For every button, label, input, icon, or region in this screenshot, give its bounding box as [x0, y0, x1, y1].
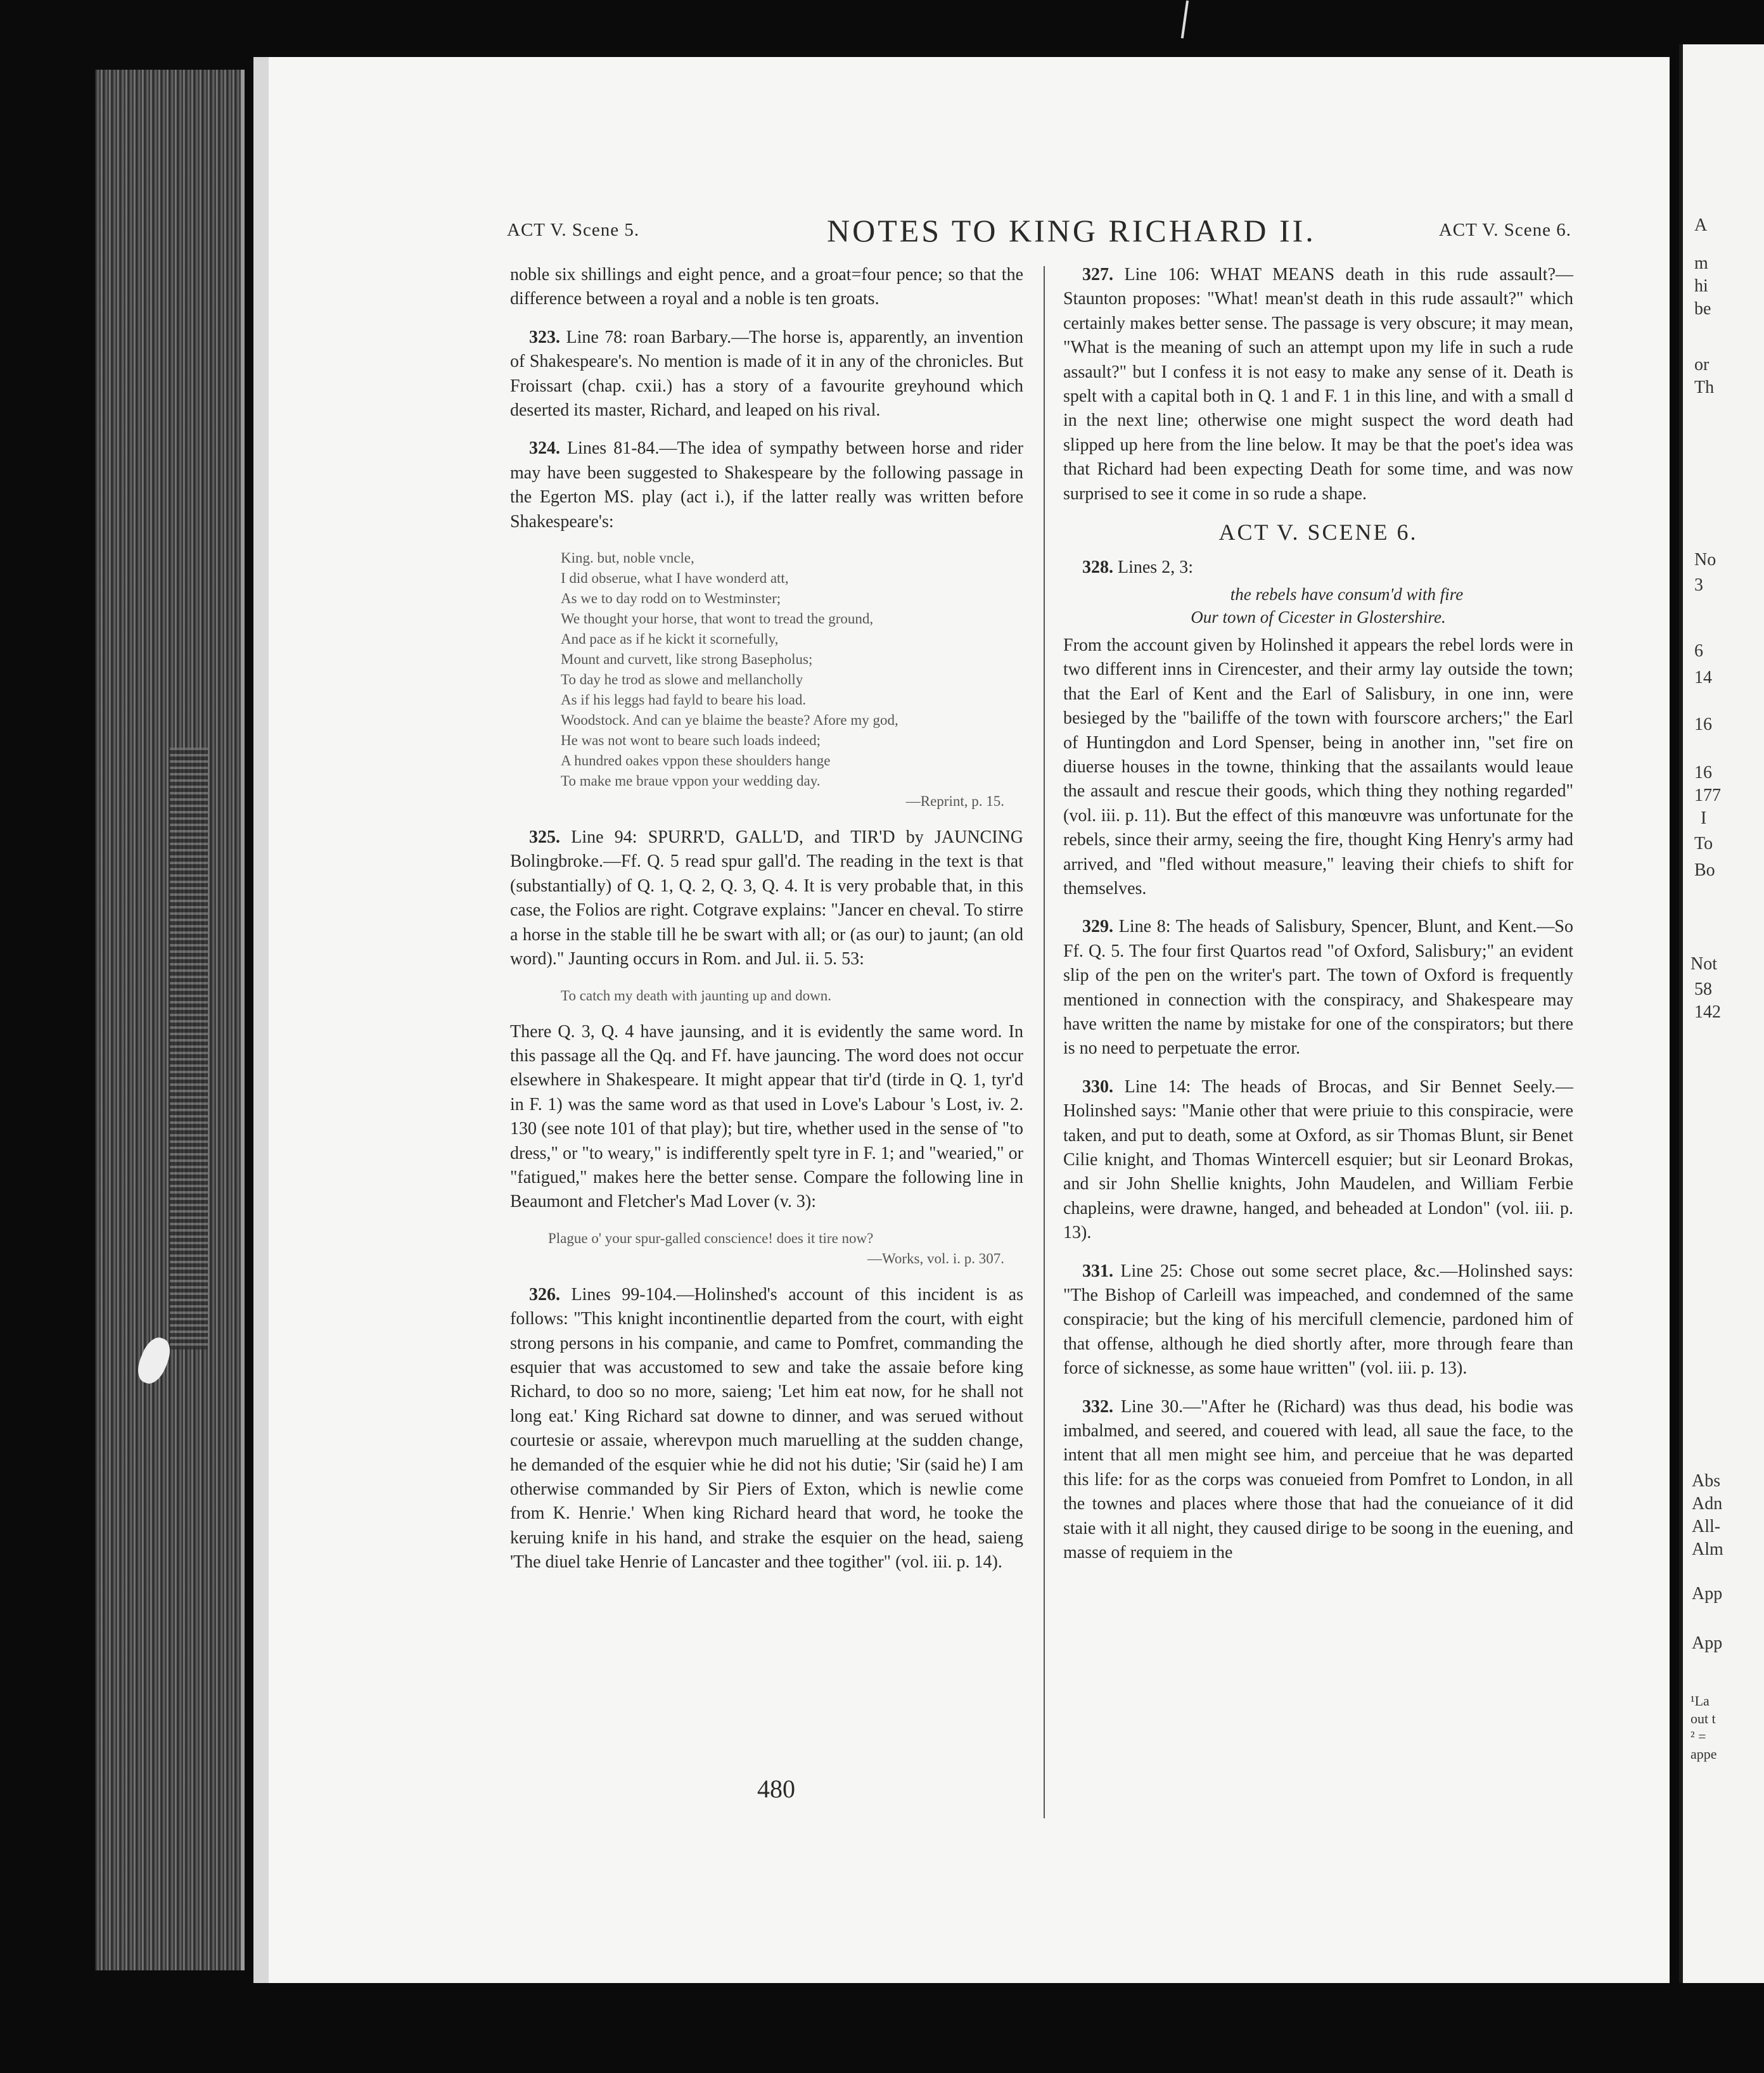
note-number: 326.: [529, 1284, 560, 1304]
facing-fragment: 58: [1694, 979, 1712, 999]
column-divider: [1044, 266, 1045, 1818]
note-331: [1063, 1260, 1573, 1381]
facing-fragment: out t: [1690, 1711, 1716, 1726]
note-329: [1063, 915, 1573, 1061]
note-text: Line 8: The heads of Salisbury, Spencer, Blunt, and Kent.—So Ff. Q. 5. The four first Quartos read "of Oxford, Salisbury;" an evident slip of the pen on the writer's part. The town of Oxford is frequently mentioned in connection with the conspiracy, and Shakespeare may have written the name by mistake for one of the conspirators; but there is no need to perpetuate the error.: [1063, 917, 1574, 1059]
verse-line: A hundred oakes vppon these shoulders hange: [561, 753, 831, 769]
facing-fragment: 6: [1694, 641, 1703, 661]
verse-line: Plague o' your spur-galled conscience! does it tire now?: [548, 1230, 874, 1246]
note-number: 331.: [1082, 1261, 1113, 1281]
note-330: [1063, 1075, 1573, 1246]
right-column: [1063, 263, 1573, 1579]
facing-page-edge: [1679, 44, 1764, 1983]
note-324: [510, 437, 1023, 534]
note-328: From the account given by Holinshed it appears the rebel lords were in two different inns in Cirencester, and their army lay outside the town; that the Earl of Kent and the Earl of Salisbury, in one inn, were besieged by the "bailiffe of the town with fourscore archers;" the Earl of Huntingdon and Lord Spenser, being in another inn, "set fire on diuerse houses in the towne, thinking that the assailants would leaue the assault and rescue their goods, which thing they nothing regarded" (vol. iii. p. 11). But the effect of this manœuvre was unfortunate for the rebels, since their army, seeing the fire, thought King Henry's army had arrived, and "fled without measure," leaving their chiefs to shift for themselves.: [1063, 635, 1573, 898]
verse-line: To catch my death with jaunting up and down.: [561, 987, 831, 1004]
verse-line: Mount and curvett, like strong Basepholus;: [561, 651, 813, 668]
facing-fragment: ² =: [1690, 1728, 1706, 1744]
facing-fragment: 177: [1694, 786, 1721, 805]
verse-citation: —Reprint, p. 15.: [905, 793, 1004, 810]
note-number: 327.: [1082, 265, 1113, 284]
header-right: ACT V. Scene 6.: [1438, 220, 1571, 240]
verse-line: And pace as if he kickt it scornefully,: [561, 631, 779, 647]
note-328-head: [1063, 556, 1573, 580]
note-continuation: noble six shillings and eight pence, and a groat=four pence; so that the difference between a royal and a noble is ten groats.: [510, 265, 1023, 309]
facing-fragment: or: [1694, 355, 1710, 374]
note-text: Line 78: roan Barbary.—The horse is, apparently, an invention of Shakespeare's. No mention is made of it in any of the chronicles. But Froissart (chap. cxii.) has a story of a favourite greyhound which deserted its master, Richard, and leaped on his rival.: [510, 327, 1024, 421]
facing-fragment: App: [1692, 1584, 1723, 1604]
verse-quotation: [548, 1228, 1023, 1269]
running-header: [507, 212, 1571, 250]
facing-fragment: Th: [1694, 378, 1715, 397]
facing-fragment: All-: [1692, 1517, 1721, 1536]
verse-line: To day he trod as slowe and mellancholly: [561, 672, 803, 688]
verse-line: As we to day rodd on to Westminster;: [561, 590, 781, 607]
verse-line: I did obserue, what I have wonderd att,: [561, 570, 789, 587]
quoted-line: Our town of Cicester in Glostershire.: [1191, 607, 1446, 627]
note-332: [1063, 1395, 1573, 1566]
facing-fragment: appe: [1690, 1746, 1717, 1762]
note-text: Line 94: SPURR'D, GALL'D, and TIR'D by JAUNCING Bolingbroke.—Ff. Q. 5 read spur gall'd. The reading in the text is that (substantially) of Q. 1, Q. 2, Q. 3, Q. 4. It is very probable that, in this case, the Folios are right. Cotgrave explains: "Jancer en cheval. To stirre a horse in the stable till he be swart with all; or (as our) to jaunt; (an old word)." Jaunting occurs in Rom. and Jul. ii. 5. 53:: [510, 827, 1023, 969]
verse-line: To make me braue vppon your wedding day.: [561, 773, 821, 789]
note-326: [510, 1283, 1023, 1575]
note-text: Line 14: The heads of Brocas, and Sir Bennet Seely.—Holinshed says: "Manie other that were priuie to this conspiracie, were taken, and put to death, some at Oxford, as sir Thomas Blunt, sir Benet Cilie knight, and Thomas Wintercell esquier; but sir Leonard Brokas, and sir John Shellie knights, John Maudelen, and William Ferbie chapleins, were drawne, hanged, and beheaded at London" (vol. iii. p. 13).: [1063, 1076, 1573, 1243]
facing-fragment: m: [1694, 253, 1708, 273]
verse-line: Woodstock. And can ye blaime the beaste? Afore my god,: [561, 712, 898, 729]
left-column: [510, 263, 1023, 1589]
note-text: Line 106: WHAT MEANS death in this rude assault?—Staunton proposes: "What! mean'st death in this rude assault?" which certainly makes better sense. The passage is very obscure; it may mean, "What is the meaning of such an attempt upon my life in such a rude assault?" but I confess it is not easy to make any sense of it. Death is spelt with a capital both in Q. 1 and F. 1 in this line, and with a small d in the next line; otherwise one might suspect the word death had slipped up here from the line below. It may be that the poet's idea was that Richard had been expecting Death for some time, and was now surprised to see it come in so rude a shape.: [1063, 265, 1573, 504]
verse-line: He was not wont to beare such loads indeed;: [561, 732, 821, 749]
note-number: 325.: [529, 827, 560, 848]
note-text: Line 30.—"After he (Richard) was thus dead, his bodie was imbalmed, and seered, and couered with lead, all saue the face, to the intent that all men might see him, and perceiue that he was departed this life: for as the corps was conueied from Pomfret to London, in all the townes and places where those that had the conueiance of it did staie with it all night, they caused dirige to be soong in the euening, and masse of requiem in the: [1063, 1396, 1574, 1563]
verse-line: We thought your horse, that wont to tread the ground,: [561, 611, 874, 627]
note-text: Line 25: Chose out some secret place, &c.—Holinshed says: "The Bishop of Carleill was impeached, and condemned of the same conspiracie; but the king of his mercifull clemencie, pardoned him of that offense, although he died shortly after, more through feare than force of sicknesse, as some haue written" (vol. iii. p. 13).: [1063, 1261, 1573, 1379]
facing-fragment: App: [1692, 1633, 1723, 1653]
note-text: Lines 81-84.—The idea of sympathy between horse and rider may have been suggested to Shakespeare by the following passage in the Egerton MS. play (act i.), if the latter really was written before Shakespeare's:: [510, 438, 1024, 532]
facing-fragment: Bo: [1694, 860, 1715, 880]
facing-fragment: 142: [1694, 1002, 1721, 1022]
header-left: ACT V. Scene 5.: [507, 220, 640, 240]
facing-fragment: Abs: [1692, 1471, 1721, 1491]
quoted-line: the rebels have consum'd with fire: [1230, 584, 1464, 604]
facing-fragment: Alm: [1692, 1540, 1723, 1559]
facing-fragment: ¹La: [1690, 1693, 1710, 1709]
page-title: NOTES TO KING RICHARD II.: [827, 213, 1316, 248]
facing-fragment: 14: [1694, 668, 1712, 687]
verse-citation: —Works, vol. i. p. 307.: [867, 1250, 1004, 1266]
note-text: Lines 99-104.—Holinshed's account of this incident is as follows: "This knight incontinentlie departed from the court, with eight strong persons in his companie, and came to Pomfret, commanding the esquier that was accustomed to sew and take the assaie before king Richard, to doo so no more, saieng; 'Let him eat now, for he shall not long eat.' King Richard sat downe to dinner, and was serued without courtesie or assaie, wherevpon much maruelling at the sudden change, he demanded of the esquier whie he did not his dutie; 'Sir (said he) I am otherwise commanded by Sir Piers of Exton, which is newlie come from K. Henrie.' When king Richard heard that word, he tooke the keruing knife in his hand, and strake the esquier on the head, saieng 'The diuel take Henrie of Lancaster and thee togither" (vol. iii. p. 14).: [510, 1284, 1023, 1572]
top-mark: [1175, 0, 1189, 39]
facing-fragment: To: [1694, 834, 1713, 853]
facing-fragment: Adn: [1692, 1494, 1723, 1514]
facing-fragment: 3: [1694, 575, 1703, 595]
facing-fragment: 16: [1694, 715, 1712, 734]
facing-fragment: 16: [1694, 763, 1712, 782]
facing-fragment: be: [1694, 299, 1711, 319]
note-number: 323.: [529, 327, 560, 347]
facing-fragment: A: [1694, 215, 1708, 235]
note-number: 329.: [1082, 917, 1113, 937]
note-number: 330.: [1082, 1076, 1113, 1097]
note-325: [510, 826, 1023, 971]
scene-heading: ACT V. SCENE 6.: [1218, 520, 1418, 545]
facing-fragment: No: [1694, 550, 1716, 570]
facing-fragment: hi: [1694, 276, 1708, 296]
note-327: [1063, 263, 1573, 506]
facing-fragment: Not: [1690, 954, 1717, 974]
note-number: 332.: [1082, 1396, 1113, 1417]
verse-line: As if his leggs had fayld to beare his load.: [561, 692, 807, 708]
note-325-continued: There Q. 3, Q. 4 have jaunsing, and it is evidently the same word. In this passage all the Qq. and Ff. have jauncing. The word does not occur elsewhere in Shakespeare. It might appear that tir'd (tirde in Q. 1, tyr'd in F. 1) was the same word as that used in Love's Labour 's Lost, iv. 2. 130 (see note 101 of that play); but tire, whether used in the sense of "to dress," or "to weary," is indifferently spelt tyre in F. 1; and "wearied," or "fatigued," makes here the better sense. Compare the following line in Beaumont and Fletcher's Mad Lover (v. 3):: [510, 1021, 1023, 1212]
verse-quotation: [561, 548, 1023, 812]
note-323: [510, 326, 1023, 423]
spine-library-stamp: [170, 748, 208, 1349]
verse-quotation: [561, 986, 1023, 1006]
note-text: Lines 2, 3:: [1118, 558, 1193, 578]
facing-fragment: I: [1701, 808, 1707, 828]
note-number: 328.: [1082, 558, 1113, 578]
page-number: 480: [757, 1775, 795, 1803]
note-number: 324.: [529, 438, 560, 459]
verse-line: King. but, noble vncle,: [561, 550, 694, 566]
